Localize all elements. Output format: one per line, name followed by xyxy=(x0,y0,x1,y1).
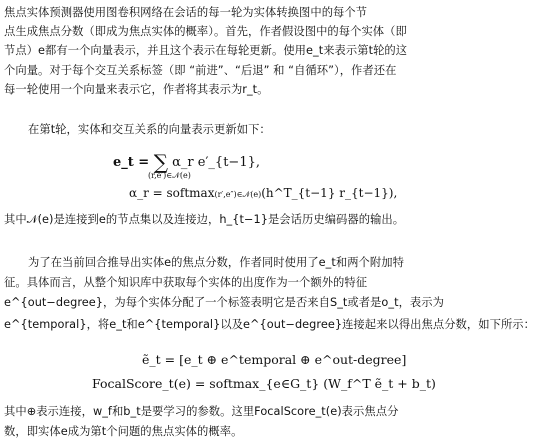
paragraph3-line2: 征。具体而言，从整个知识库中获取每个实体的出度作为一个额外的特征 xyxy=(4,276,368,289)
paragraph1-line5: 每一轮使用一个向量来表示它，作者将其表示为r_t。 xyxy=(4,83,269,96)
paragraph1-line1: 焦点实体预测器使用图卷积网络在会话的每一轮为实体转换图中的每个节 xyxy=(4,6,368,19)
equation1-sum-subscript: (r,e′)∈𝒩(e) xyxy=(148,171,191,180)
paragraph2-caption: 其中𝒩(e)是连接到e的节点集以及连接边，h_{t−1}是会话历史编码器的输出。 xyxy=(4,213,405,226)
paragraph1-line2: 点生成焦点分数（即成为焦点实体的概率）。首先，作者假设图中的每个实体（即 xyxy=(4,25,407,38)
paragraph1-line4: 个向量。对于每个交互关系标签（即 “前进”、“后退” 和 “自循环”），作者还在 xyxy=(4,64,397,77)
equation-focal-score: FocalScore_t(e) = softmax_{e∈G_t} (W_f^T ẽ_t + b_t) xyxy=(92,376,436,391)
equation1-term: α_r e′_{t−1}, xyxy=(172,155,260,170)
equation-feature-concat: ẽ_t = [e_t ⊕ e^temporal ⊕ e^out-degree] xyxy=(142,352,407,367)
equation2-lhs: α_r = softmax xyxy=(129,186,215,200)
summation-symbol: ∑ xyxy=(153,150,169,174)
equation1-lhs: e_t = xyxy=(113,155,154,170)
equation-entity-update xyxy=(113,147,260,174)
paragraph2-intro: 在第t轮，实体和交互关系的向量表示更新如下： xyxy=(28,123,271,136)
paragraph4-line2: 数，即实体e成为第t个问题的焦点实体的概率。 xyxy=(4,425,243,438)
paragraph3-line1: 为了在当前回合推导出实体e的焦点分数，作者同时使用了e_t和两个附加特 xyxy=(28,256,404,269)
paragraph1-line3: 节点）e都有一个向量表示，并且这个表示在每轮更新。使用e_t来表示第t轮的这 xyxy=(4,44,408,57)
equation2-subscript: (r′,e″)∈𝒩(e) xyxy=(214,190,262,199)
paragraph4-line1: 其中⊕表示连接，w_f和b_t是要学习的参数。这里FocalScore_t(e)表示焦点分 xyxy=(4,405,399,418)
equation2-rhs: (h^T_{t−1} r_{t−1}), xyxy=(261,186,398,200)
paragraph3-line4: e^{temporal}，将e_t和e^{temporal}以及e^{out−degree}连接起来以得出焦点分数，如下所示： xyxy=(4,318,535,331)
equation-relation-update xyxy=(129,186,397,200)
paragraph3-line3: e^{out−degree}，为每个实体分配了一个标签表明它是否来自S_t或者是o_t，表示为 xyxy=(4,296,444,309)
